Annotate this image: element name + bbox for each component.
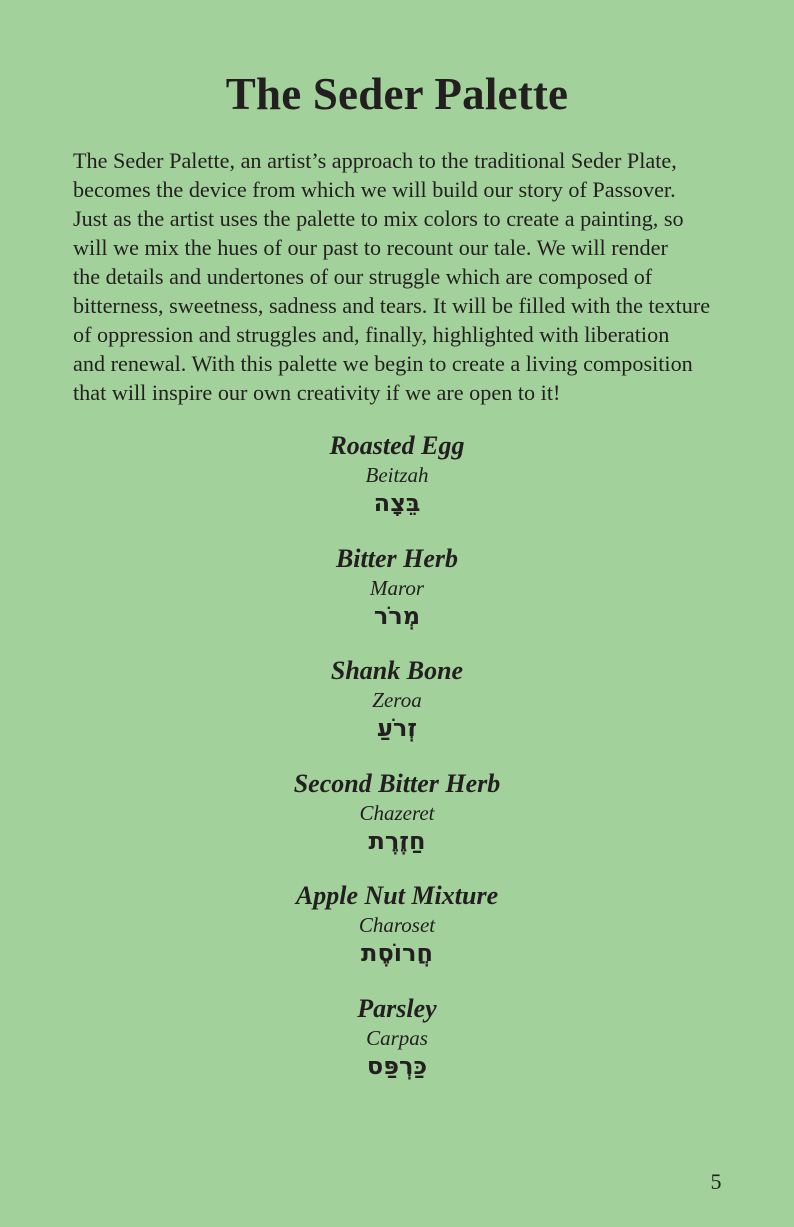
page-number: 5 (710, 1169, 722, 1194)
item-name: Bitter Herb (335, 543, 459, 573)
item-hebrew: בֵּצָה (373, 489, 421, 517)
intro-paragraph (73, 146, 728, 407)
item-name: Parsley (357, 993, 437, 1023)
item-hebrew: מְרֹר (373, 601, 421, 630)
intro-line: Just as the artist uses the palette to mix colors to create a painting, so (73, 206, 684, 231)
seder-item-parsley (0, 992, 794, 1105)
item-transliteration: Charoset (358, 913, 436, 937)
item-hebrew: חַזֶרֶת (368, 826, 426, 855)
intro-line: becomes the device from which we will build our story of Passover. (73, 177, 676, 202)
item-transliteration: Zeroa (372, 688, 422, 712)
intro-line: The Seder Palette, an artist’s approach to the traditional Seder Plate, (73, 148, 677, 173)
seder-item-bitter-herb (0, 542, 794, 655)
intro-line: the details and undertones of our struggle which are composed of (73, 264, 653, 289)
seder-items-list (0, 429, 794, 1104)
item-name: Second Bitter Herb (293, 768, 501, 798)
item-hebrew: כַּרְפַּס (366, 1051, 428, 1080)
intro-line: of oppression and struggles and, finally, highlighted with liberation (73, 322, 670, 347)
item-transliteration: Beitzah (365, 463, 429, 487)
page-title: The Seder Palette (225, 69, 569, 119)
item-name: Shank Bone (330, 656, 464, 685)
item-transliteration: Carpas (366, 1025, 428, 1050)
item-hebrew: חֲרוֹסֶת (361, 939, 433, 967)
intro-line: will we mix the hues of our past to recount our tale. We will render (73, 235, 668, 260)
intro-line: bitterness, sweetness, sadness and tears. It will be filled with the texture (73, 293, 711, 318)
item-hebrew: זְרֹעַ (376, 714, 417, 742)
item-name: Roasted Egg (329, 431, 465, 460)
item-transliteration: Maror (369, 575, 425, 600)
seder-item-apple-nut-mixture (0, 879, 794, 992)
seder-item-shank-bone (0, 654, 794, 767)
item-transliteration: Chazeret (359, 800, 435, 825)
intro-line: and renewal. With this palette we begin to create a living composition (73, 351, 693, 376)
seder-item-second-bitter-herb (0, 767, 794, 880)
seder-item-roasted-egg (0, 429, 794, 542)
item-name: Apple Nut Mixture (295, 881, 499, 910)
intro-line: that will inspire our own creativity if we are open to it! (73, 380, 561, 405)
